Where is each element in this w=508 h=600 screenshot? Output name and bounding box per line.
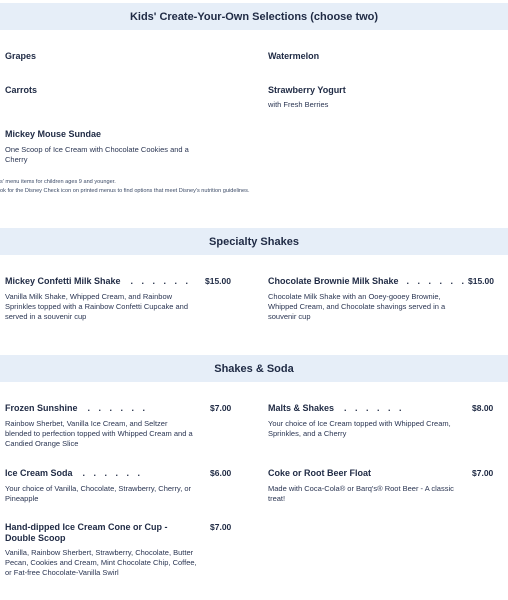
kids-note: ok for the Disney Check icon on printed menus to find options that meet Disney's nutrition guidelines. (0, 188, 250, 194)
menu-item-price: $7.00 (210, 403, 232, 413)
menu-item-name: Carrots (5, 85, 38, 95)
menu-item-name: Coke or Root Beer Float (268, 468, 372, 478)
specialty-section-title: Specialty Shakes (209, 235, 299, 248)
menu-item-desc: Vanilla, Rainbow Sherbert, Strawberry, Chocolate, Butter Pecan, Cookies and Cream, Mint Chocolate Chip, Coffee, or Fat-free Chocolate-Vanilla Swirl (5, 548, 197, 577)
menu-item-name: Strawberry Yogurt (268, 85, 346, 95)
menu-item-name: Hand-dipped Ice Cream Cone or Cup - Double Scoop (5, 522, 168, 543)
kids-section-title: Kids' Create-Your-Own Selections (choose two) (129, 10, 379, 23)
menu-item-price: $7.00 (472, 468, 494, 478)
menu-item-row (5, 468, 143, 478)
leader-dots: . . . . . . (130, 276, 192, 286)
leader-dots: . . . . . . (82, 468, 144, 478)
menu-item-desc: One Scoop of Ice Cream with Chocolate Cookies and a Cherry (5, 145, 189, 164)
menu-item-desc: with Fresh Berries (268, 100, 329, 109)
menu-item-price: $15.00 (205, 276, 231, 286)
menu-item-price: $6.00 (210, 468, 232, 478)
menu-item-price: $7.00 (210, 522, 232, 532)
menu-item-name: Malts & Shakes (268, 403, 335, 413)
menu-item-row (5, 276, 191, 286)
menu-item-name: Grapes (5, 51, 37, 61)
menu-item-name: Ice Cream Soda (5, 468, 73, 478)
menu-item-desc: Made with Coca-Cola® or Barq's® Root Beer - A classic treat! (268, 484, 454, 503)
menu-item-desc: Chocolate Milk Shake with an Ooey-gooey Brownie, Whipped Cream, and Chocolate shavings served in a souvenir cup (268, 292, 446, 321)
shakes-section-header (0, 355, 508, 382)
kids-section-header (0, 3, 508, 30)
menu-item-desc: Your choice of Vanilla, Chocolate, Strawberry, Cherry, or Pineapple (5, 484, 192, 503)
menu-item-row (268, 468, 371, 478)
leader-dots: . . . . . . (87, 403, 149, 413)
menu-item-row (268, 276, 467, 286)
leader-dots: . . . . . . (406, 276, 468, 286)
specialty-section-header (0, 228, 508, 255)
menu-item-desc: Vanilla Milk Shake, Whipped Cream, and Rainbow Sprinkles topped with a Rainbow Confetti Cupcake and served in a souvenir cup (5, 292, 189, 321)
kids-note: s' menu items for children ages 9 and younger. (0, 179, 116, 185)
menu-item-desc: Your choice of Ice Cream topped with Whipped Cream, Sprinkles, and a Cherry (268, 419, 451, 438)
menu-item-desc: Rainbow Sherbet, Vanilla Ice Cream, and Seltzer blended to perfection topped with Whipped Cream and a Candied Orange Slice (5, 419, 193, 448)
menu-item-price: $8.00 (472, 403, 494, 413)
menu-item-name: Mickey Confetti Milk Shake (5, 276, 121, 286)
menu-item-price: $15.00 (468, 276, 494, 286)
leader-dots: . . . . . . (344, 403, 405, 413)
menu-item-name: Chocolate Brownie Milk Shake (268, 276, 399, 286)
shakes-section-title: Shakes & Soda (214, 362, 294, 375)
menu-item-row (268, 403, 405, 413)
menu-item-name: Frozen Sunshine (5, 403, 78, 413)
menu-item-name: Watermelon (268, 51, 320, 61)
menu-item-row (5, 403, 148, 413)
menu-item-name: Mickey Mouse Sundae (5, 129, 102, 139)
